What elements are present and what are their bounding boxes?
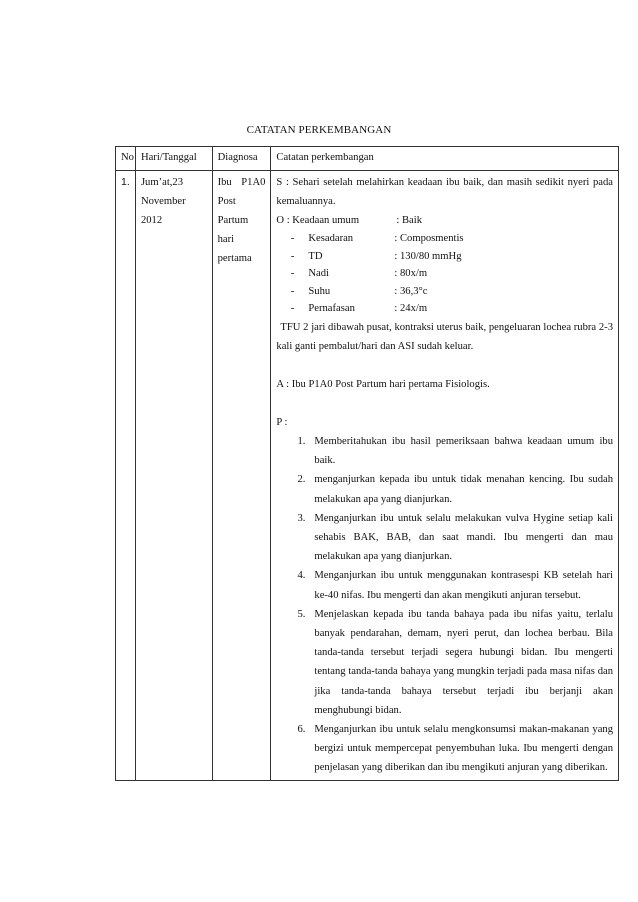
table-row [116,171,619,781]
diagnosis-word-1: Ibu [217,177,232,188]
exam-note: TFU 2 jari dibawah pusat, kontraksi uterus baik, pengeluaran lochea rubra 2-3 kali ganti pembalut/hari dan ASI sudah keluar. [276,321,613,352]
header-no: No [116,147,136,171]
vital-label: Suhu [308,285,331,297]
vital-item: - Kesadaran : Composmentis [276,230,613,248]
vital-item: - Nadi : 80x/m [276,265,613,283]
table-header-row [116,147,619,171]
diagnosis-word-2: P1A0 [241,177,266,188]
diagnosis-line-2: Post Partum [217,196,249,226]
plan-label: P : [276,416,288,428]
vital-value: : 80x/m [394,268,428,280]
vital-item: - Pernafasan : 24x/m [276,300,613,318]
subjective-note: S : Sehari setelah melahirkan keadaan ibu baik, dan masih sedikit nyeri pada kemaluannya. [276,177,613,207]
list-item: 6. Menganjurkan ibu untuk selalu mengkonsumsi makan-makanan yang bergizi untuk mempercepat penyembuhan luka. Ibu mengerti dengan penjelasan yang diberikan dan ibu mengikuti anjuran yang diberikan. [297,724,613,774]
vitals-list [276,230,613,318]
date-line-2: November 2012 [140,196,186,226]
vital-value: : 36,3°c [394,285,428,297]
header-date: Hari/Tanggal [135,147,212,171]
diagnosis-cell [212,171,271,781]
plan-list [276,432,613,778]
objective-general [276,211,613,230]
date-line-1: Jum’at,23 [140,177,184,188]
list-item: 2. menganjurkan kepada ibu untuk tidak menahan kencing. Ibu sudah melakukan apa yang dianjurkan. [297,474,613,505]
vital-label: Pernafasan [308,303,355,315]
vital-label: TD [308,250,323,262]
header-diagnosis: Diagnosa [212,147,271,171]
list-item: 4. Menganjurkan ibu untuk menggunakan kontrasespi KB setelah hari ke-40 nifas. Ibu mengerti dan akan mengikuti anjuran tersebut. [297,570,613,601]
vital-label: Nadi [308,268,329,280]
vital-value: : 24x/m [394,303,428,315]
assessment-note: A : Ibu P1A0 Post Partum hari pertama Fisiologis. [276,378,490,390]
objective-label: O : Keadaan umum [276,215,360,226]
notes-cell [271,171,619,781]
list-item: 5. Menjelaskan kepada ibu tanda bahaya pada ibu nifas yaitu, terlalu banyak pendarahan, demam, nyeri perut, dan lochea berbau. Bila tanda-tanda tersebut terjadi segera hubungi bidan. Ibu mengerti tentang tanda-tanda bahaya yang mungkin terjadi pada masa nifas dan jika tanda-tanda bahaya tersebut terjadi ibu berjanji akan menghubungi bidan. [297,608,613,716]
progress-notes-table [115,146,619,781]
vital-label: Kesadaran [308,233,354,244]
vital-value: : 130/80 mmHg [394,250,462,262]
page-title: CATATAN PERKEMBANGAN [246,124,392,136]
vital-item: - TD : 130/80 mmHg [276,248,613,266]
vital-item: - Suhu : 36,3°c [276,283,613,301]
list-item: 3. Menganjurkan ibu untuk selalu melakukan vulva Hygine setiap kali sehabis BAK, BAB, dan saat mandi. Ibu mengerti dan mau melakukan apa yang dianjurkan. [297,512,613,563]
date-cell [135,171,212,781]
objective-value: : Baik [396,215,422,226]
row-number: 1. [116,171,136,781]
diagnosis-line-3: hari pertama [217,234,252,264]
vital-value: : Composmentis [394,233,464,244]
header-notes: Catatan perkembangan [271,147,619,171]
list-item: 1. Memberitahukan ibu hasil pemeriksaan bahwa keadaan umum ibu baik. [297,435,613,467]
